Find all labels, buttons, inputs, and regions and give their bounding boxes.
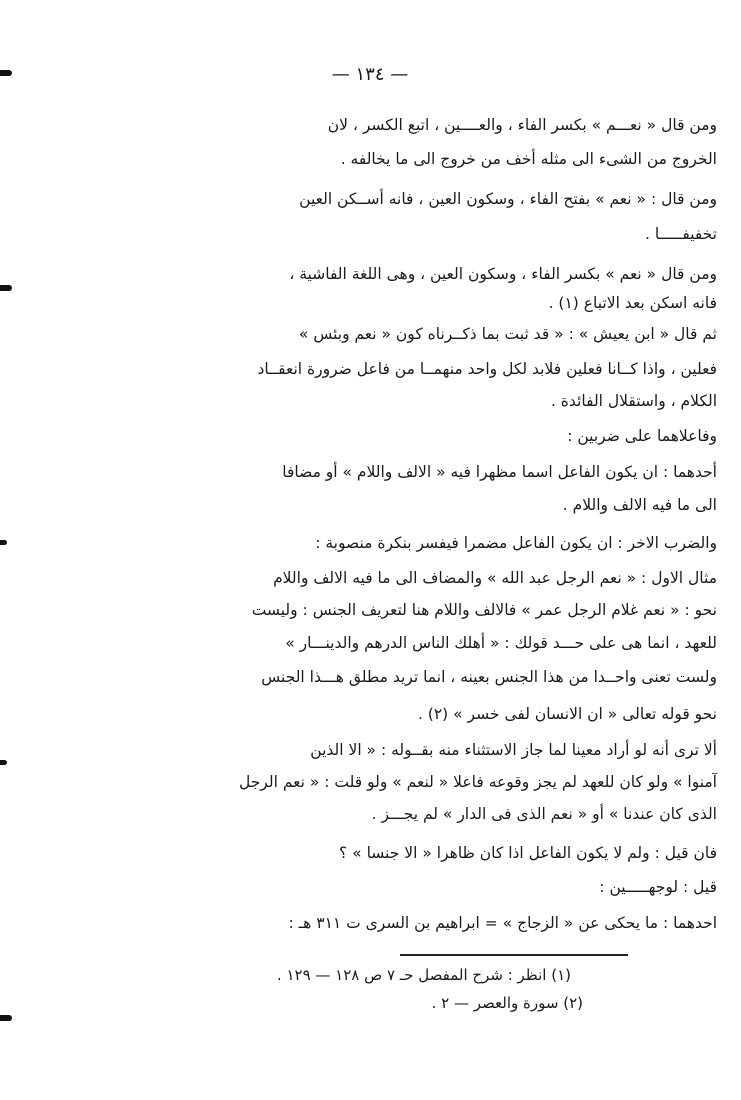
text-line-16: للعهد ، انما هى على حـــد قولك : « أهلك الناس الدرهم والدينـــار » (285, 634, 717, 652)
scan-edge-mark (0, 760, 7, 765)
text-line-15: نحو : « نعم غلام الرجل عمر » فالالف واللام هنا لتعريف الجنس : وليست (251, 601, 717, 619)
text-line-21: الذى كان عندنا » أو « نعم الذى فى الدار » لم يجـــز . (371, 805, 717, 823)
footnote-divider (400, 954, 628, 956)
text-line-9: الكلام ، واستقلال الفائدة . (550, 392, 717, 410)
text-line-19: ألا ترى أنه لو أراد معينا لما جاز الاستثناء منه بقــوله : « الا الذين (310, 741, 717, 759)
text-line-18: نحو قوله تعالى « ان الانسان لفى خسر » (٢) . (417, 705, 717, 723)
text-line-17: ولست تعنى واحــدا من هذا الجنس بعينه ، انما تريد مطلق هـــذا الجنس (261, 668, 717, 686)
text-line-11: أحدهما : ان يكون الفاعل اسما مظهرا فيه « الالف واللام » أو مضافا (282, 463, 717, 481)
page-number: — ١٣٤ — (331, 64, 409, 85)
text-line-13: والضرب الاخر : ان يكون الفاعل مضمرا فيفسر بنكرة منصوبة : (315, 534, 717, 552)
text-line-23: قيل : لوجهـــــين : (599, 878, 717, 896)
text-line-6: فانه اسكن بعد الاتباع (١) . (548, 294, 717, 312)
text-line-5: ومن قال « نعم » بكسر الفاء ، وسكون العين ، وهى اللغة الفاشية ، (289, 265, 717, 283)
footnote-2: (٢) سورة والعصر — ٢ . (431, 994, 583, 1012)
scan-edge-mark (0, 540, 7, 545)
text-line-8: فعلين ، واذا كــانا فعلين فلابد لكل واحد منهمــا من فاعل ضرورة انعقــاد (257, 360, 717, 378)
text-line-22: فان قيل : ولم لا يكون الفاعل اذا كان ظاهرا « الا جنسا » ؟ (339, 844, 717, 862)
scan-edge-mark (0, 285, 12, 291)
footnote-1: (١) انظر : شرح المفصل حـ ٧ ص ١٢٨ — ١٢٩ . (276, 966, 571, 984)
text-line-1: ومن قال « نعـــم » بكسر الفاء ، والعــــين ، اتبع الكسر ، لان (327, 116, 717, 134)
scan-edge-mark (0, 70, 12, 76)
text-line-10: وفاعلاهما على ضربين : (567, 427, 717, 445)
text-line-7: ثم قال « ابن يعيش » : « قد ثبت بما ذكــرناه كون « نعم وبئس » (298, 325, 717, 343)
text-line-4: تخفيفـــــا . (645, 225, 717, 243)
text-line-2: الخروج من الشىء الى مثله أخف من خروج الى ما يخالفه . (340, 150, 717, 168)
text-line-24: احدهما : ما يحكى عن « الزجاج » = ابراهيم بن السرى ت ٣١١ هـ : (288, 914, 717, 932)
text-line-14: مثال الاول : « نعم الرجل عبد الله » والمضاف الى ما فيه الالف واللام (273, 569, 717, 587)
text-line-12: الى ما فيه الالف واللام . (562, 496, 717, 514)
text-line-3: ومن قال : « نعم » بفتح الفاء ، وسكون العين ، فانه أســكن العين (299, 190, 717, 208)
scan-edge-mark (0, 1015, 12, 1021)
text-line-20: آمنوا » ولو كان للعهد لم يجز وقوعه فاعلا « لنعم » ولو قلت : « نعم الرجل (238, 773, 717, 791)
